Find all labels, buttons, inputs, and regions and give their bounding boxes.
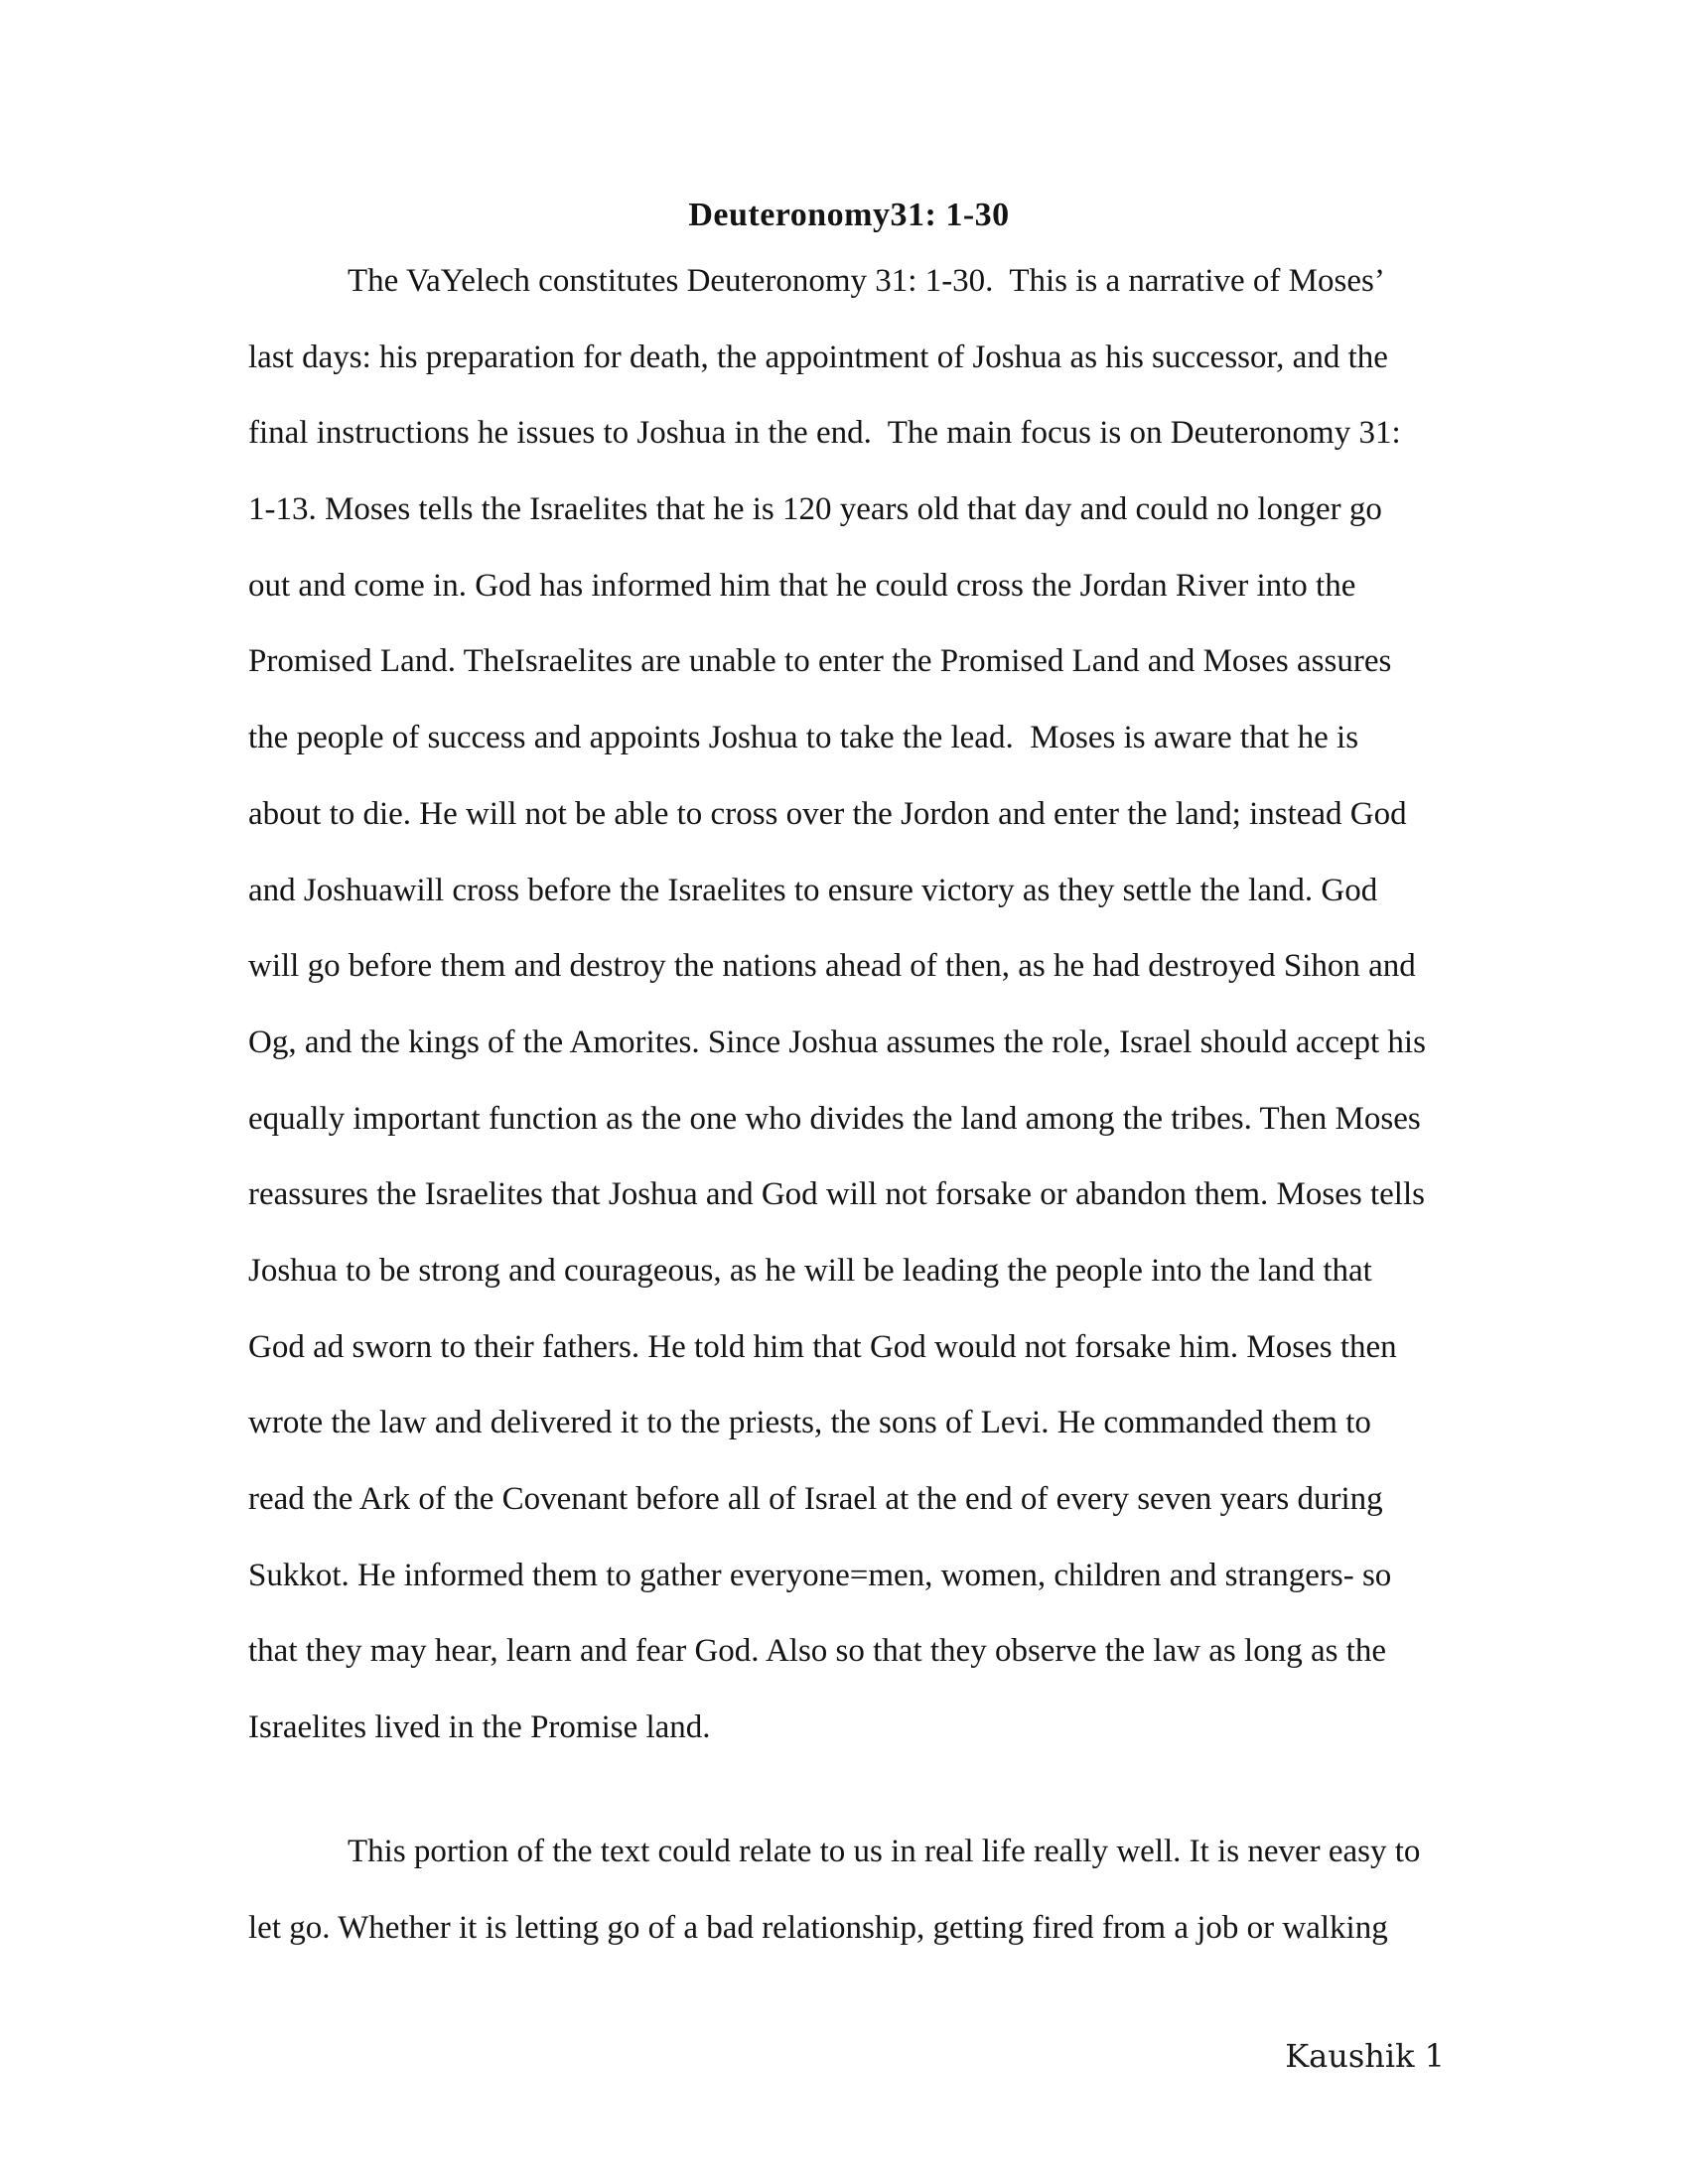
text-line: read the Ark of the Covenant before all of Israel at the end of every seven years during (248, 1481, 1383, 1517)
text-line: This portion of the text could relate to us in real life really well. It is never easy to (348, 1834, 1421, 1869)
text-line: Promised Land. TheIsraelites are unable to enter the Promised Land and Moses assures (248, 643, 1392, 680)
text-line: last days: his preparation for death, the appointment of Joshua as his successor, and the (248, 339, 1388, 375)
text-line: and Joshuawill cross before the Israelites to ensure victory as they settle the land. God (248, 872, 1378, 908)
text-line: let go. Whether it is letting go of a bad relationship, getting fired from a job or walking (248, 1909, 1388, 1946)
page-number-footer: Kaushik 1 (1285, 2037, 1445, 2075)
page-title: Deuteronomy31: 1-30 (688, 197, 1010, 233)
text-line: The VaYelech constitutes Deuteronomy 31: 1-30. This is a narrative of Moses’ (348, 263, 1385, 299)
text-line: wrote the law and delivered it to the priests, the sons of Levi. He commanded them to (248, 1405, 1371, 1441)
text-line: the people of success and appoints Joshua to take the lead. Moses is aware that he is (248, 720, 1359, 756)
text-line: will go before them and destroy the nations ahead of then, as he had destroyed Sihon and (248, 948, 1416, 985)
text-line: Israelites lived in the Promise land. (248, 1709, 711, 1746)
text-line: out and come in. God has informed him that he could cross the Jordan River into the (248, 567, 1356, 604)
text-line: about to die. He will not be able to cross over the Jordon and enter the land; instead God (248, 795, 1407, 832)
text-line: 1-13. Moses tells the Israelites that he is 120 years old that day and could no longer go (248, 491, 1382, 528)
text-line: Joshua to be strong and courageous, as he will be leading the people into the land that (248, 1252, 1372, 1289)
text-line: that they may hear, learn and fear God. Also so that they observe the law as long as the (248, 1633, 1386, 1670)
paragraph-reflection (248, 1814, 1539, 1966)
text-line: God ad sworn to their fathers. He told him that God would not forsake him. Moses then (248, 1328, 1397, 1365)
text-line: Sukkot. He informed them to gather everyone=men, women, children and strangers- so (248, 1557, 1392, 1593)
text-line: Og, and the kings of the Amorites. Since Joshua assumes the role, Israel should accept his (248, 1024, 1426, 1060)
paragraph-summary (248, 243, 1539, 1766)
text-line: reassures the Israelites that Joshua and God will not forsake or abandon them. Moses tells (248, 1176, 1425, 1213)
text-line: final instructions he issues to Joshua in the end. The main focus is on Deuteronomy 31: (248, 415, 1401, 452)
text-line: equally important function as the one who divides the land among the tribes. Then Moses (248, 1100, 1421, 1137)
